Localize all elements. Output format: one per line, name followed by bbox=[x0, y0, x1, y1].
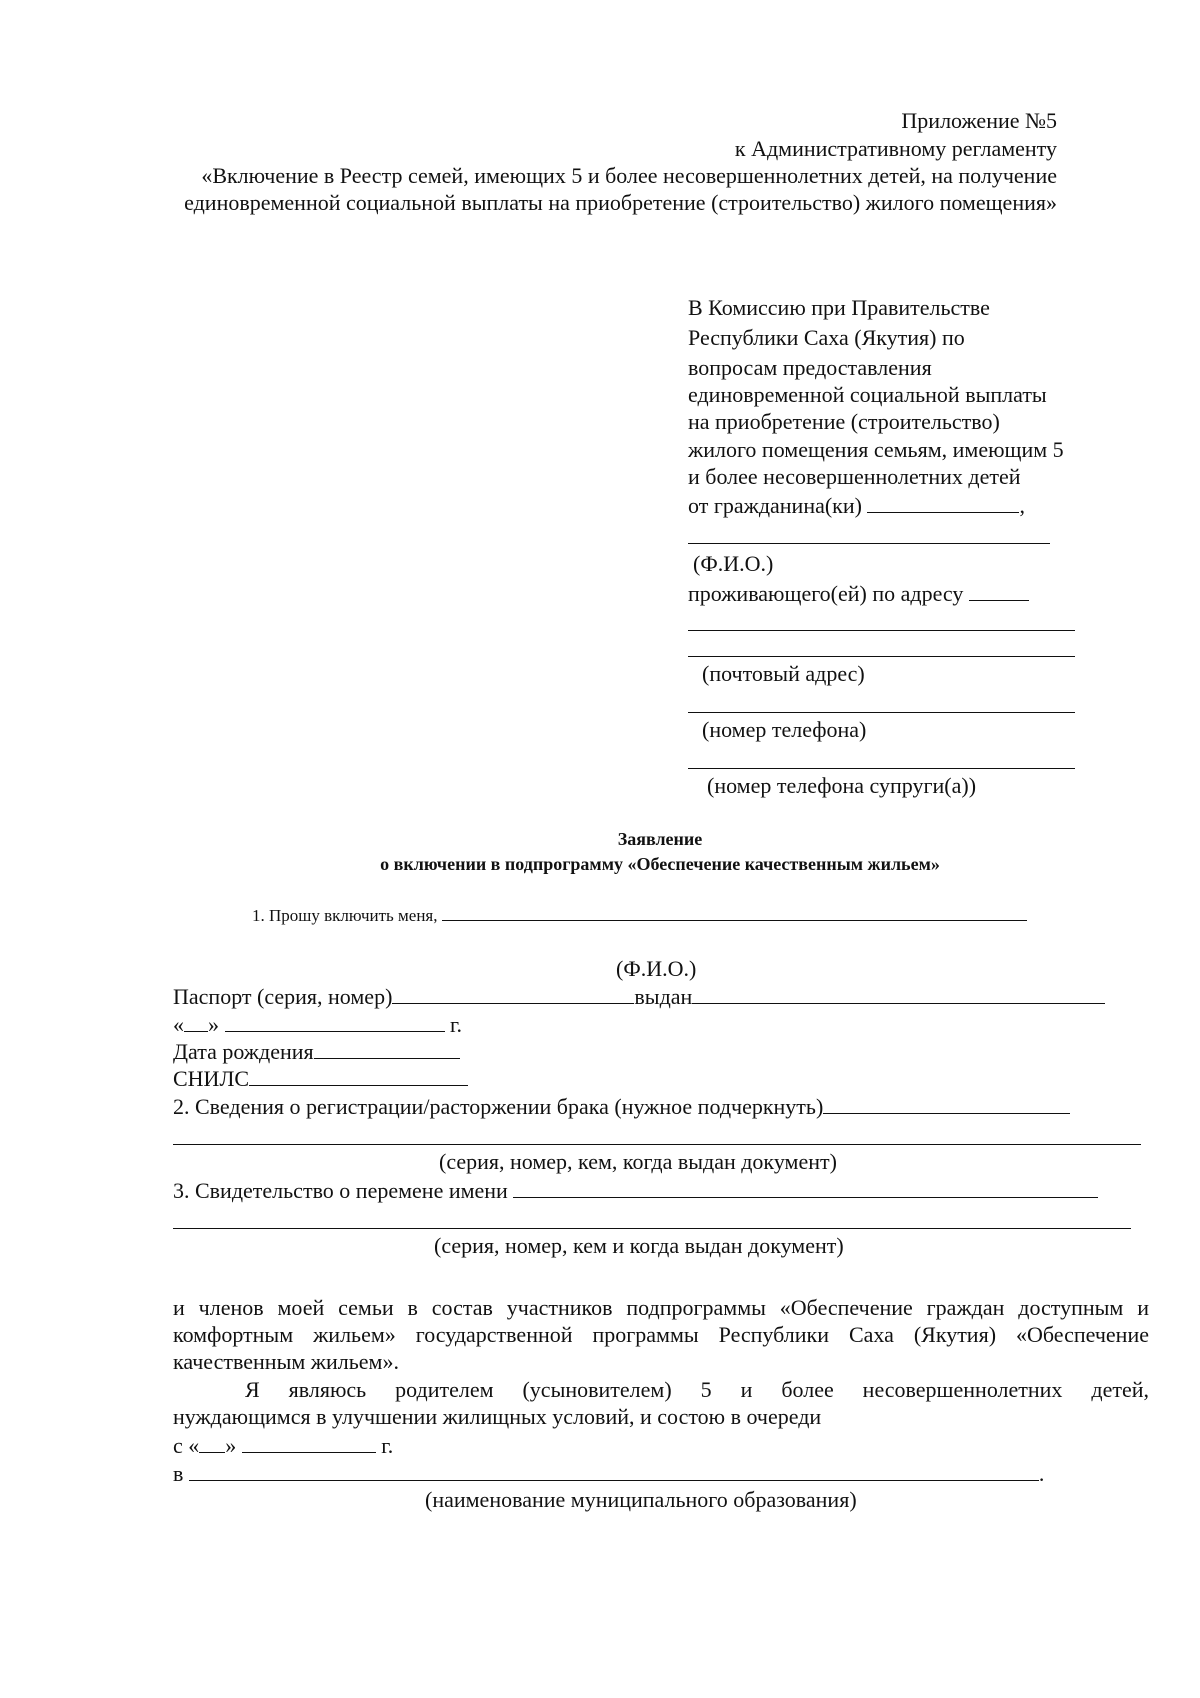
issue-month-field[interactable] bbox=[225, 1013, 445, 1032]
from-citizen-label: от гражданина(ки) bbox=[688, 493, 862, 518]
quote-close: » bbox=[225, 1433, 237, 1458]
citizen-name-line[interactable] bbox=[688, 543, 1050, 544]
paragraph-1-line-1: и членов моей семьи в состав участников подпрограммы «Обеспечение граждан доступным и bbox=[173, 1295, 1149, 1320]
issue-date-row bbox=[173, 1013, 462, 1036]
issued-label: выдан bbox=[634, 984, 693, 1009]
paragraph-2-line-2: нуждающимся в улучшении жилищных условий, и состою в очереди bbox=[173, 1404, 822, 1429]
marriage-line-2[interactable] bbox=[173, 1144, 1141, 1145]
passport-label: Паспорт (серия, номер) bbox=[173, 984, 393, 1009]
addressee-line: жилого помещения семьям, имеющим 5 bbox=[688, 437, 1064, 462]
in-label: в bbox=[173, 1461, 184, 1486]
quote-close: » bbox=[208, 1012, 219, 1037]
municipality-hint: (наименование муниципального образования) bbox=[425, 1487, 857, 1512]
queue-date-row bbox=[173, 1434, 393, 1457]
applicant-fio-hint: (Ф.И.О.) bbox=[616, 956, 697, 981]
snils-row bbox=[173, 1067, 468, 1090]
addressee-line: и более несовершеннолетних детей bbox=[688, 464, 1021, 489]
regulation-title-1: «Включение в Реестр семей, имеющих 5 и более несовершеннолетних детей, на получение bbox=[201, 163, 1057, 188]
addressee-line: на приобретение (строительство) bbox=[688, 409, 1000, 434]
addressee-line: вопросам предоставления bbox=[688, 355, 932, 380]
address-line-2[interactable] bbox=[688, 656, 1075, 657]
appendix-number: Приложение №5 bbox=[901, 108, 1057, 133]
spouse-phone-line[interactable] bbox=[688, 768, 1075, 769]
queue-day-field[interactable] bbox=[199, 1434, 225, 1453]
paragraph-1-line-3: качественным жильем». bbox=[173, 1349, 399, 1374]
spouse-phone-hint: (номер телефона супруги(а)) bbox=[707, 773, 977, 798]
applicant-name-field[interactable] bbox=[442, 906, 1027, 921]
regulation-ref: к Административному регламенту bbox=[734, 136, 1057, 161]
phone-hint: (номер телефона) bbox=[702, 717, 867, 742]
issue-day-field[interactable] bbox=[184, 1013, 208, 1032]
passport-row bbox=[173, 985, 1105, 1008]
name-change-field[interactable] bbox=[513, 1179, 1098, 1198]
request-row bbox=[252, 906, 1027, 924]
addressee-fio-hint: (Ф.И.О.) bbox=[693, 551, 774, 576]
paragraph-1-line-2: комфортным жильем» государственной программы Республики Саха (Якутия) «Обеспечение bbox=[173, 1322, 1149, 1347]
name-change-hint: (серия, номер, кем и когда выдан документ) bbox=[434, 1233, 844, 1258]
birth-date-field[interactable] bbox=[314, 1040, 460, 1059]
marriage-row bbox=[173, 1095, 1070, 1118]
quote-open: « bbox=[173, 1012, 184, 1037]
document-title: Заявление bbox=[617, 829, 703, 849]
comma: , bbox=[1019, 493, 1025, 518]
queue-month-field[interactable] bbox=[242, 1434, 376, 1453]
marriage-field[interactable] bbox=[823, 1095, 1070, 1114]
name-change-label: 3. Свидетельство о перемене имени bbox=[173, 1178, 508, 1203]
issued-by-field[interactable] bbox=[692, 985, 1105, 1004]
residing-label: проживающего(ей) по адресу bbox=[688, 581, 964, 606]
municipality-row bbox=[173, 1462, 1073, 1485]
addressee-line: Республики Саха (Якутия) по bbox=[688, 325, 965, 350]
name-change-row bbox=[173, 1179, 1098, 1202]
from-citizen-row bbox=[688, 494, 1025, 517]
postal-address-hint: (почтовый адрес) bbox=[702, 661, 865, 686]
addressee-line: единовременной социальной выплаты bbox=[688, 382, 1047, 407]
residing-row bbox=[688, 582, 1029, 605]
period: . bbox=[1038, 1461, 1045, 1486]
request-label: 1. Прошу включить меня, bbox=[252, 906, 438, 925]
address-line-1[interactable] bbox=[688, 630, 1075, 631]
paragraph-2-line-1: Я являюсь родителем (усыновителем) 5 и более несовершеннолетних детей, bbox=[245, 1377, 1149, 1402]
document-subtitle: о включении в подпрограмму «Обеспечение качественным жильем» bbox=[380, 854, 940, 874]
birth-date-row bbox=[173, 1040, 460, 1063]
address-field-start[interactable] bbox=[969, 582, 1029, 601]
marriage-label: 2. Сведения о регистрации/расторжении брака (нужное подчеркнуть) bbox=[173, 1094, 824, 1119]
regulation-title-2: единовременной социальной выплаты на приобретение (строительство) жилого помещения» bbox=[184, 190, 1057, 215]
municipality-field[interactable] bbox=[189, 1462, 1039, 1481]
addressee-line: В Комиссию при Правительстве bbox=[688, 295, 990, 320]
citizen-name-field[interactable] bbox=[867, 494, 1019, 513]
birth-date-label: Дата рождения bbox=[173, 1039, 314, 1064]
name-change-line-2[interactable] bbox=[173, 1228, 1131, 1229]
year-label: г. bbox=[450, 1012, 463, 1037]
passport-number-field[interactable] bbox=[392, 985, 634, 1004]
snils-label: СНИЛС bbox=[173, 1066, 250, 1091]
year-label: г. bbox=[381, 1433, 394, 1458]
phone-line[interactable] bbox=[688, 712, 1075, 713]
marriage-hint: (серия, номер, кем, когда выдан документ) bbox=[439, 1149, 837, 1174]
snils-field[interactable] bbox=[249, 1067, 468, 1086]
since-label: с « bbox=[173, 1433, 200, 1458]
